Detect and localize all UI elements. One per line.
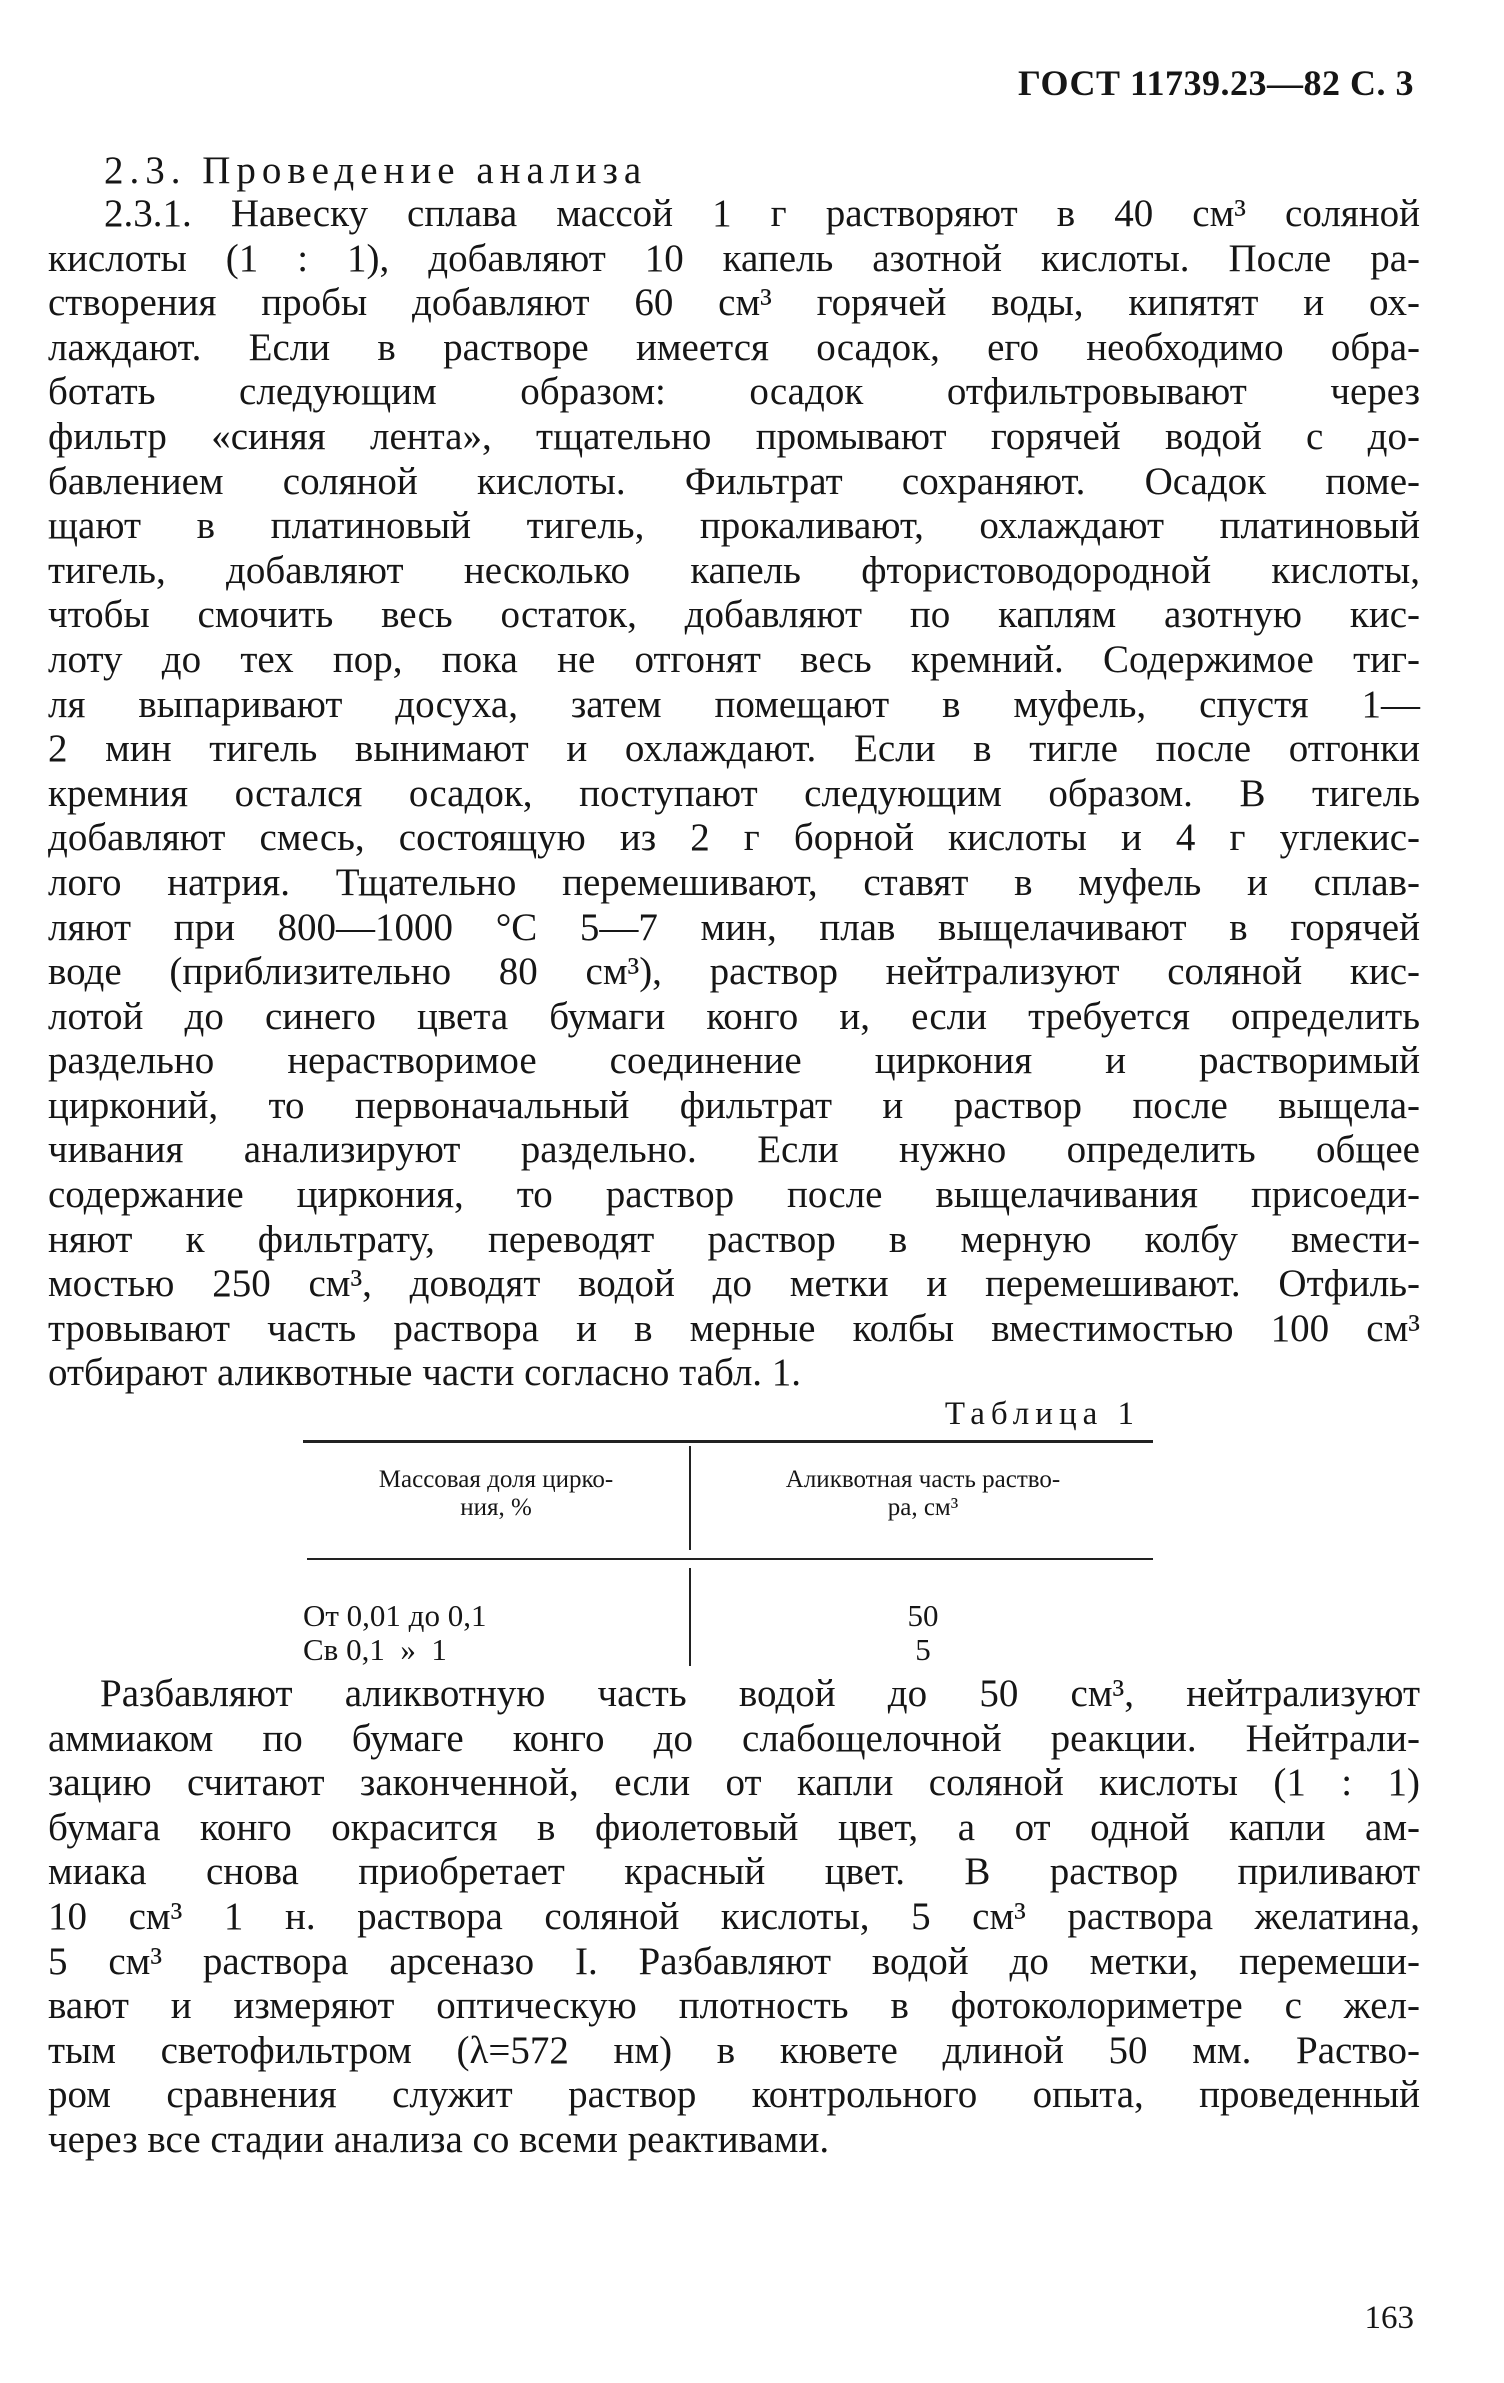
table-caption: Таблица 1 (944, 1396, 1140, 1432)
table-header-mass-fraction: Массовая доля цирко- ния, % (378, 1466, 614, 1521)
text-line: ля выпаривают досуха, затем помещают в муфель, спустя 1— (48, 682, 1420, 726)
text-line: зацию считают законченной, если от капли соляной кислоты (1 : 1) (48, 1761, 1420, 1805)
table-header-rule (307, 1558, 1153, 1560)
section-title: 2.3. Проведение анализа (104, 149, 648, 192)
text-line: добавляют смесь, состоящую из 2 г борной кислоты и 4 г углекис- (48, 816, 1420, 860)
text-line: мостью 250 см³, доводят водой до метки и перемешивают. Отфиль- (48, 1262, 1420, 1306)
paragraph-2-3-1 (48, 192, 1420, 1396)
text-line: раздельно нерастворимое соединение циркония и растворимый (48, 1039, 1420, 1083)
table-header-aliquot: Аликвотная часть раство- ра, см³ (785, 1466, 1061, 1521)
text-line: цирконий, то первоначальный фильтрат и раствор после выщела- (48, 1083, 1420, 1127)
text-line: тым светофильтром (λ=572 нм) в кювете длиной 50 мм. Раство- (48, 2028, 1420, 2072)
table-body-divider (689, 1568, 691, 1666)
text-line: 2.3.1. Навеску сплава массой 1 г растворяют в 40 см³ соляной (104, 192, 1420, 235)
text-line: кремния остался осадок, поступают следующим образом. В тигель (48, 771, 1420, 815)
text-line: створения пробы добавляют 60 см³ горячей воды, кипятят и ох- (48, 281, 1420, 325)
text-line: ляют при 800—1000 °C 5—7 мин, плав выщелачивают в горячей (48, 905, 1420, 949)
text-line: кислоты (1 : 1), добавляют 10 капель азотной кислоты. После ра- (48, 236, 1420, 280)
text-line: содержание циркония, то раствор после выщелачивания присоеди- (48, 1173, 1420, 1217)
text-line: Разбавляют аликвотную часть водой до 50 см³, нейтрализуют (100, 1672, 1420, 1715)
text-line: тигель, добавляют несколько капель фтористоводородной кислоты, (48, 548, 1420, 592)
text-line: няют к фильтрату, переводят раствор в мерную колбу вмести- (48, 1217, 1420, 1261)
text-line: чтобы смочить весь остаток, добавляют по каплям азотную кис- (48, 593, 1420, 637)
text-line: тровывают часть раствора и в мерные колбы вместимостью 100 см³ (48, 1306, 1420, 1350)
paragraph-dilution (48, 1672, 1420, 2163)
text-line: лоту до тех пор, пока не отгонят весь кремний. Содержимое тиг- (48, 637, 1420, 681)
text-line: бумага конго окрасится в фиолетовый цвет, а от одной капли ам- (48, 1805, 1420, 1849)
table-cell-volume: 5 (915, 1632, 931, 1667)
text-line: ботать следующим образом: осадок отфильтровывают через (48, 370, 1420, 414)
table-1 (303, 1440, 1153, 1670)
text-line: вают и измеряют оптическую плотность в фотоколориметре с жел- (48, 1984, 1420, 2028)
table-cell-range: От 0,01 до 0,1 (303, 1598, 487, 1633)
text-line: 10 см³ 1 н. раствора соляной кислоты, 5 см³ раствора желатина, (48, 1894, 1420, 1938)
text-line: лаждают. Если в растворе имеется осадок, его необходимо обра- (48, 325, 1420, 369)
text-line: аммиаком по бумаге конго до слабощелочной реакции. Нейтрали- (48, 1716, 1420, 1760)
text-line: ром сравнения служит раствор контрольного опыта, проведенный (48, 2073, 1420, 2117)
page-number: 163 (1364, 2300, 1414, 2336)
text-line: через все стадии анализа со всеми реактивами. (48, 2117, 830, 2161)
text-line: миака снова приобретает красный цвет. В раствор приливают (48, 1850, 1420, 1894)
table-header-divider (689, 1446, 691, 1550)
text-line: лотой до синего цвета бумаги конго и, если требуется определить (48, 994, 1420, 1038)
text-line: 2 мин тигель вынимают и охлаждают. Если в тигле после отгонки (48, 727, 1420, 771)
text-line: отбирают аликвотные части согласно табл. 1. (48, 1351, 802, 1395)
text-line: чивания анализируют раздельно. Если нужно определить общее (48, 1128, 1420, 1172)
table-cell-volume: 50 (907, 1598, 939, 1633)
text-line: щают в платиновый тигель, прокаливают, охлаждают платиновый (48, 504, 1420, 548)
text-line: 5 см³ раствора арсеназо I. Разбавляют водой до метки, перемеши- (48, 1939, 1420, 1983)
table-top-rule (303, 1440, 1153, 1443)
table-cell-range: Св 0,1 » 1 (303, 1632, 447, 1667)
text-line: бавлением соляной кислоты. Фильтрат сохраняют. Осадок поме- (48, 459, 1420, 503)
text-line: фильтр «синяя лента», тщательно промывают горячей водой с до- (48, 414, 1420, 458)
text-line: воде (приблизительно 80 см³), раствор нейтрализуют соляной кис- (48, 950, 1420, 994)
running-header: ГОСТ 11739.23—82 С. 3 (1018, 63, 1414, 103)
text-line: лого натрия. Тщательно перемешивают, ставят в муфель и сплав- (48, 860, 1420, 904)
